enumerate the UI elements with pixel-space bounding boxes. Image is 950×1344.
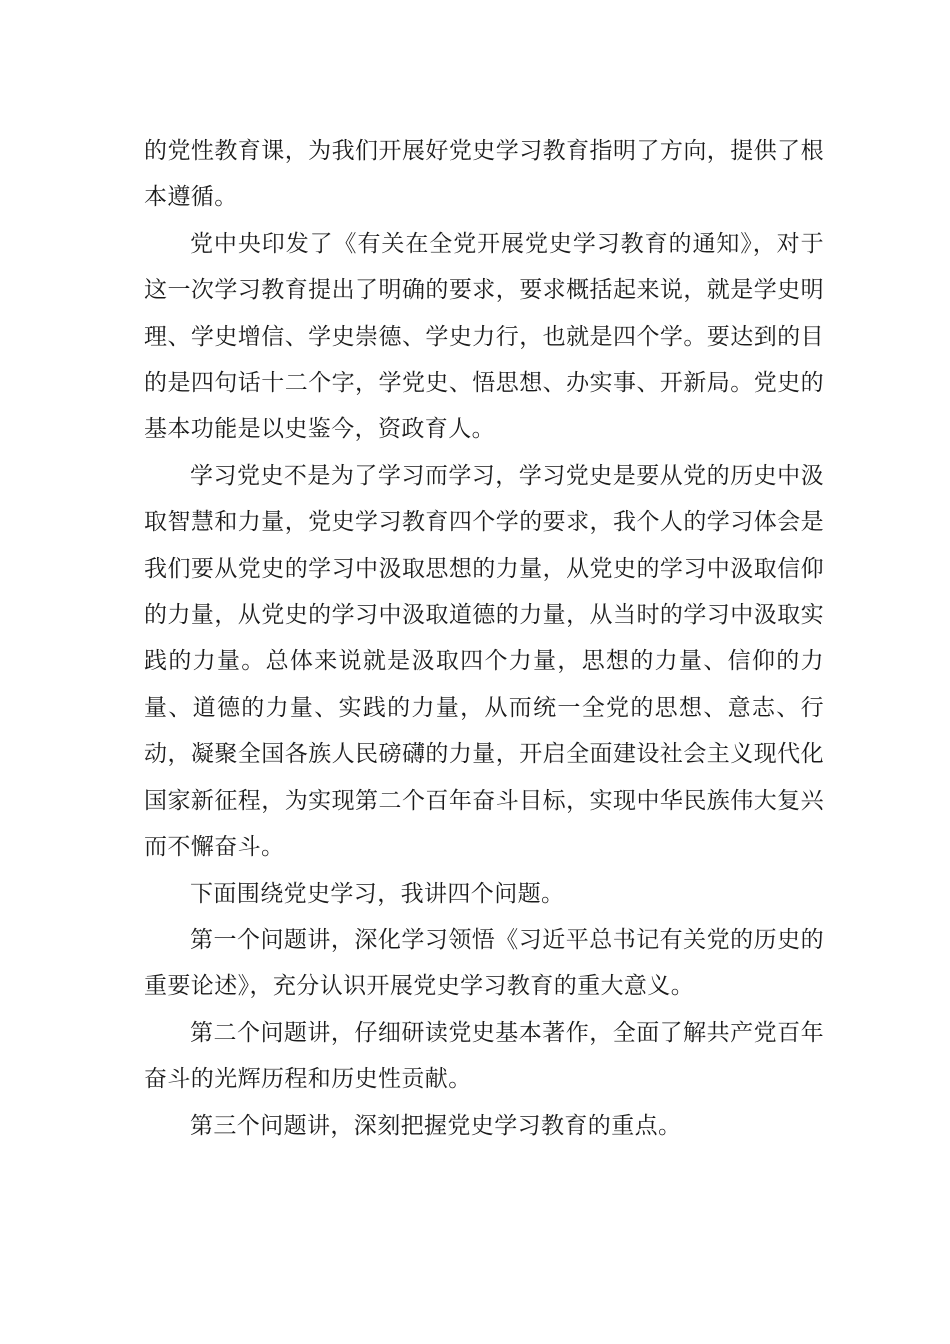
paragraph: 党中央印发了《有关在全党开展党史学习教育的通知》，对于这一次学习教育提出了明确的要求，要求概括起来说，就是学史明理、学史增信、学史崇德、学史力行，也就是四个学。要达到的目的是四句话十二个字，学党史、悟思想、办实事、开新局。党史的基本功能是以史鉴今，资政育人。 xyxy=(144,230,824,443)
document-body xyxy=(144,128,824,1149)
paragraph: 下面围绕党史学习，我讲四个问题。 xyxy=(190,880,565,907)
paragraph: 第二个问题讲，仔细研读党史基本著作，全面了解共产党百年奋斗的光辉历程和历史性贡献。 xyxy=(144,1019,824,1093)
paragraph: 学习党史不是为了学习而学习，学习党史是要从党的历史中汲取智慧和力量，党史学习教育四个学的要求，我个人的学习体会是我们要从党史的学习中汲取思想的力量，从党史的学习中汲取信仰的力量，从党史的学习中汲取道德的力量，从当时的学习中汲取实践的力量。总体来说就是汲取四个力量，思想的力量、信仰的力量、道德的力量、实践的力量，从而统一全党的思想、意志、行动，凝聚全国各族人民磅礴的力量，开启全面建设社会主义现代化国家新征程，为实现第二个百年奋斗目标，实现中华民族伟大复兴而不懈奋斗。 xyxy=(144,462,824,861)
paragraph: 第三个问题讲，深刻把握党史学习教育的重点。 xyxy=(190,1112,682,1139)
paragraph-continued: 的党性教育课，为我们开展好党史学习教育指明了方向，提供了根本遵循。 xyxy=(144,138,824,211)
paragraph: 第一个问题讲，深化学习领悟《习近平总书记有关党的历史的重要论述》，充分认识开展党史学习教育的重大意义。 xyxy=(144,926,824,1000)
